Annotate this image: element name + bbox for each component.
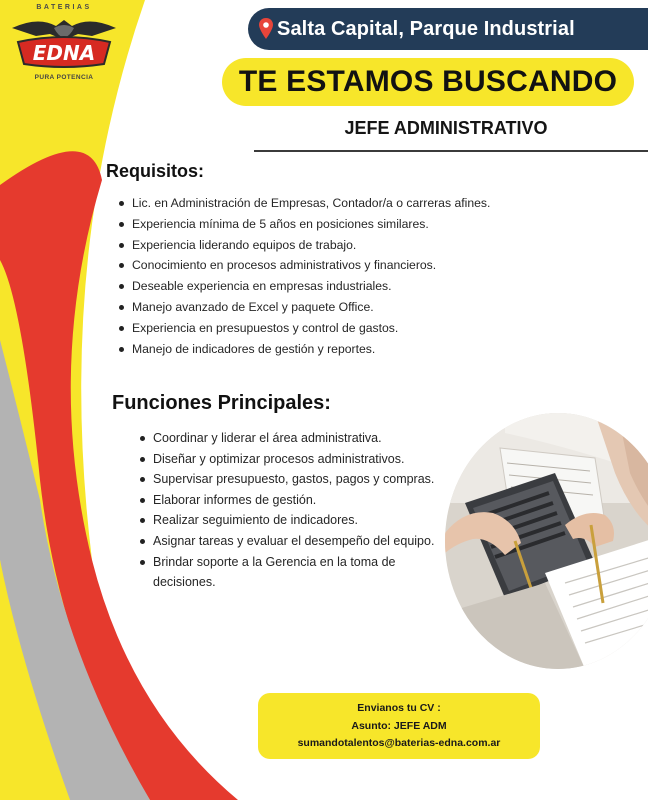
list-item: Supervisar presupuesto, gastos, pagos y compras. <box>137 469 455 490</box>
logo-top-text: BATERIAS <box>36 4 92 11</box>
list-item: Conocimiento en procesos administrativos y financieros. <box>116 255 576 276</box>
functions-title: Funciones Principales: <box>112 392 331 414</box>
list-item: Diseñar y optimizar procesos administrativos. <box>137 449 455 470</box>
list-item: Brindar soporte a la Gerencia en la toma de decisiones. <box>137 552 455 593</box>
location-text: Salta Capital, Parque Industrial <box>277 17 575 40</box>
list-item: Realizar seguimiento de indicadores. <box>137 510 455 531</box>
functions-list <box>137 428 455 593</box>
headline-text: TE ESTAMOS BUSCANDO <box>238 65 618 98</box>
contact-cv-label: Envianos tu CV : <box>357 702 441 714</box>
contact-box <box>258 693 540 759</box>
list-item: Lic. en Administración de Empresas, Contador/a o carreras afines. <box>116 193 576 214</box>
list-item: Coordinar y liderar el área administrativa. <box>137 428 455 449</box>
contact-email[interactable]: sumandotalentos@baterias-edna.com.ar <box>297 737 501 749</box>
list-item: Experiencia en presupuestos y control de gastos. <box>116 318 576 339</box>
job-title: JEFE ADMINISTRATIVO <box>344 118 548 138</box>
list-item: Asignar tareas y evaluar el desempeño del equipo. <box>137 531 455 552</box>
headline-banner <box>222 58 634 106</box>
list-item: Elaborar informes de gestión. <box>137 490 455 511</box>
list-item: Manejo avanzado de Excel y paquete Office. <box>116 297 576 318</box>
list-item: Experiencia liderando equipos de trabajo. <box>116 235 576 256</box>
job-title-divider <box>254 150 648 152</box>
brand-logo <box>6 2 122 84</box>
contact-subject: Asunto: JEFE ADM <box>351 719 447 732</box>
list-item: Experiencia mínima de 5 años en posiciones similares. <box>116 214 576 235</box>
requirements-list <box>116 193 576 359</box>
logo-tagline: PURA POTENCIA <box>34 74 94 81</box>
eagle-logo-icon <box>8 14 120 72</box>
location-pill <box>248 8 648 50</box>
list-item: Manejo de indicadores de gestión y reportes. <box>116 339 576 360</box>
map-pin-icon <box>258 17 274 41</box>
logo-brand-name: EDNA <box>32 41 96 65</box>
requirements-title: Requisitos: <box>106 161 205 181</box>
list-item: Deseable experiencia en empresas industriales. <box>116 276 576 297</box>
